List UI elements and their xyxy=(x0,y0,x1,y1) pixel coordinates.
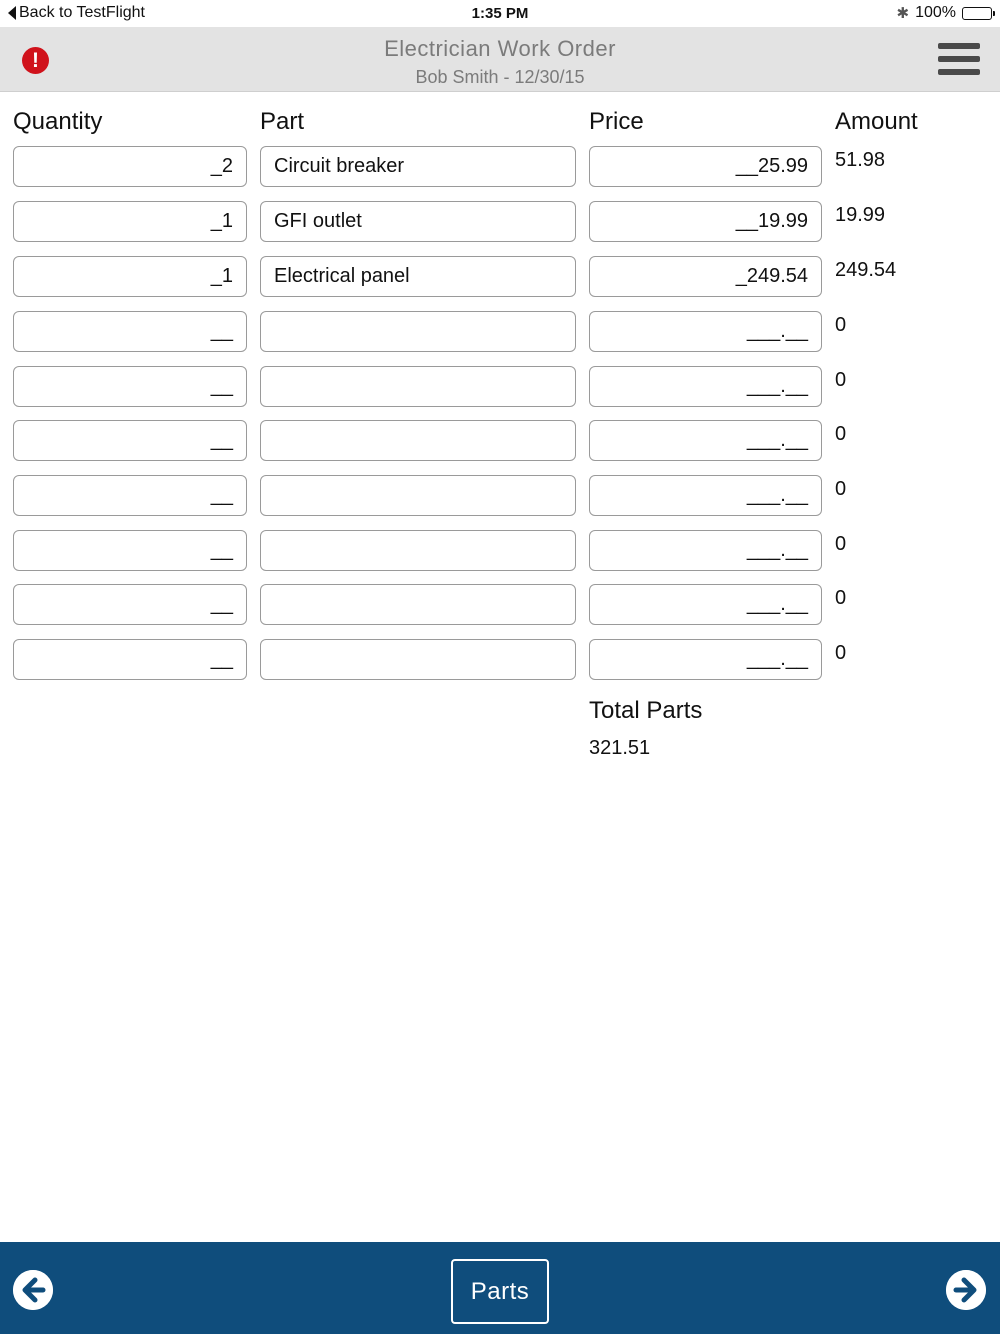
battery-icon xyxy=(962,7,992,20)
price-field[interactable]: ___.__ xyxy=(589,639,822,680)
column-header-price: Price xyxy=(589,108,644,135)
page-title: Electrician Work Order xyxy=(384,36,616,61)
part-field[interactable] xyxy=(260,420,576,461)
price-field[interactable]: __19.99 xyxy=(589,201,822,242)
footer-toolbar xyxy=(0,1242,1000,1334)
part-field[interactable] xyxy=(260,475,576,516)
status-right xyxy=(897,4,993,22)
quantity-field[interactable]: __ xyxy=(13,366,247,407)
part-field[interactable] xyxy=(260,366,576,407)
amount-value: 51.98 xyxy=(835,149,886,171)
amount-value: 0 xyxy=(835,314,847,336)
amount-value: 0 xyxy=(835,478,847,500)
page-subtitle: Bob Smith - 12/30/15 xyxy=(415,67,585,87)
total-parts-label: Total Parts xyxy=(589,697,703,724)
price-field[interactable]: ___.__ xyxy=(589,475,822,516)
quantity-field[interactable]: __ xyxy=(13,639,247,680)
amount-value: 0 xyxy=(835,423,847,445)
battery-percent: 100% xyxy=(915,4,956,21)
quantity-field[interactable]: __ xyxy=(13,475,247,516)
back-label: Back to TestFlight xyxy=(19,4,145,21)
part-field[interactable]: Circuit breaker xyxy=(260,146,576,187)
price-field[interactable]: __25.99 xyxy=(589,146,822,187)
part-field[interactable] xyxy=(260,311,576,352)
quantity-field[interactable]: __ xyxy=(13,311,247,352)
price-field[interactable]: ___.__ xyxy=(589,311,822,352)
amount-value: 0 xyxy=(835,533,847,555)
part-field[interactable]: Electrical panel xyxy=(260,256,576,297)
quantity-field[interactable]: __ xyxy=(13,584,247,625)
part-field[interactable] xyxy=(260,584,576,625)
exclamation-circle-icon[interactable]: ! xyxy=(22,47,49,74)
column-header-quantity: Quantity xyxy=(13,108,103,135)
parts-button[interactable]: Parts xyxy=(451,1259,549,1324)
bluetooth-icon: ✱ xyxy=(896,5,910,22)
status-time: 1:35 PM xyxy=(471,5,529,22)
arrow-left-circle-icon[interactable] xyxy=(13,1270,53,1310)
part-field[interactable] xyxy=(260,530,576,571)
price-field[interactable]: ___.__ xyxy=(589,366,822,407)
amount-value: 0 xyxy=(835,369,847,391)
arrow-right-circle-icon[interactable] xyxy=(946,1270,986,1310)
hamburger-menu-icon[interactable] xyxy=(938,43,980,77)
app-header xyxy=(0,27,1000,92)
quantity-field[interactable]: _1 xyxy=(13,201,247,242)
amount-value: 19.99 xyxy=(835,204,886,226)
price-field[interactable]: ___.__ xyxy=(589,584,822,625)
quantity-field[interactable]: _1 xyxy=(13,256,247,297)
total-parts-value: 321.51 xyxy=(589,737,651,759)
quantity-field[interactable]: __ xyxy=(13,530,247,571)
part-field[interactable] xyxy=(260,639,576,680)
quantity-field[interactable]: __ xyxy=(13,420,247,461)
amount-value: 0 xyxy=(835,587,847,609)
part-field[interactable]: GFI outlet xyxy=(260,201,576,242)
price-field[interactable]: _249.54 xyxy=(589,256,822,297)
price-field[interactable]: ___.__ xyxy=(589,420,822,461)
column-header-part: Part xyxy=(260,108,305,135)
price-field[interactable]: ___.__ xyxy=(589,530,822,571)
quantity-field[interactable]: _2 xyxy=(13,146,247,187)
amount-value: 249.54 xyxy=(835,259,897,281)
status-bar xyxy=(0,0,1000,27)
column-header-amount: Amount xyxy=(835,108,918,135)
amount-value: 0 xyxy=(835,642,847,664)
